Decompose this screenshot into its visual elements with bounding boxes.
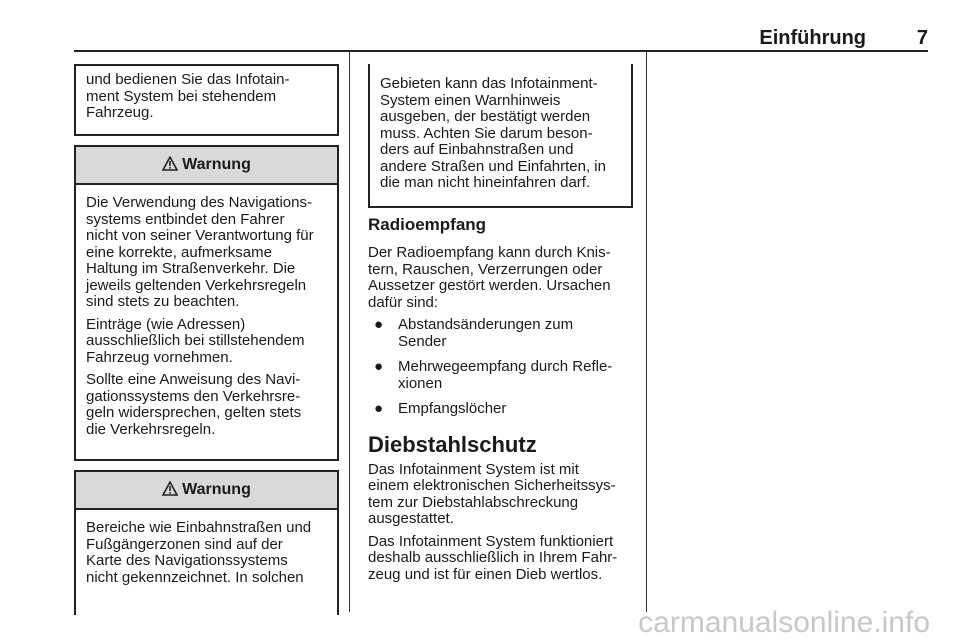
warning1-paragraph-3: Sollte eine Anweisung des Navi- gationssystems den Verkehrsre- geln widersprechen, gelten stets die Verkehrsregeln. bbox=[86, 371, 302, 438]
bullet-icon: ● bbox=[374, 358, 384, 375]
warning-title-2: Warnung bbox=[182, 481, 251, 498]
radio-cause-list bbox=[368, 317, 636, 418]
list-item bbox=[368, 359, 636, 392]
continuation-box bbox=[368, 64, 633, 208]
radio-heading: Radioempfang bbox=[368, 215, 487, 234]
warning2-paragraph-1: Bereiche wie Einbahnstraßen und Fußgängerzonen sind auf der Karte des Navigationssystems nicht gekennzeichnet. In solchen bbox=[86, 519, 312, 586]
bullet-icon: ● bbox=[374, 316, 384, 333]
theft-paragraph-1: Das Infotainment System ist mit einem elektronischen Sicherheitssys- tem zur Diebstahlabschreckung ausgestattet. bbox=[368, 460, 616, 527]
theft-paragraph-2: Das Infotainment System funktioniert deshalb ausschließlich in Ihrem Fahr- zeug und ist für einen Dieb wertlos. bbox=[368, 532, 618, 583]
warning1-paragraph-2: Einträge (wie Adressen) ausschließlich bei stillstehendem Fahrzeug vornehmen. bbox=[86, 315, 305, 366]
list-item-text: Mehrwegeempfang durch Refle- xionen bbox=[398, 358, 613, 392]
warning-triangle-icon bbox=[162, 474, 178, 510]
warning-box-1 bbox=[74, 145, 339, 461]
page-number: 7 bbox=[916, 27, 928, 49]
warning-header-2 bbox=[76, 472, 337, 510]
warning-triangle-icon bbox=[162, 149, 178, 185]
list-item bbox=[368, 401, 636, 418]
intro-box bbox=[74, 64, 339, 136]
watermark: carmanualsonline.info bbox=[638, 606, 930, 639]
warning1-paragraph-1: Die Verwendung des Navigations- systems entbindet den Fahrer nicht von seiner Verantwortung für eine korrekte, aufmerksame Haltung im Straßenverkehr. Die jeweils geltenden Verkehrsregeln sind stets zu beachten. bbox=[86, 194, 314, 310]
column-divider-1 bbox=[349, 52, 350, 612]
warning-title-1: Warnung bbox=[182, 156, 251, 173]
continuation-text: Gebieten kann das Infotainment- System einen Warnhinweis ausgeben, der bestätigt werden muss. Achten Sie darum beson- ders auf Einbahnstraßen und andere Straßen und Einfahrten, in die man nicht hineinfahren darf. bbox=[380, 75, 606, 191]
theft-heading: Diebstahlschutz bbox=[368, 431, 537, 457]
page-title: Einführung bbox=[759, 27, 866, 49]
main-text-column bbox=[368, 215, 636, 583]
warning-header-1 bbox=[76, 147, 337, 185]
bullet-icon: ● bbox=[374, 400, 384, 417]
list-item bbox=[368, 317, 636, 350]
list-item-text: Empfangslöcher bbox=[398, 400, 507, 417]
column-divider-2 bbox=[646, 52, 647, 612]
list-item-text: Abstandsänderungen zum Sender bbox=[398, 316, 574, 350]
radio-text: Der Radioempfang kann durch Knis- tern, Rauschen, Verzerrungen oder Aussetzer gestört werden. Ursachen dafür sind: bbox=[368, 244, 611, 311]
warning-box-2 bbox=[74, 470, 339, 615]
intro-text: und bedienen Sie das Infotain- ment System bei stehendem Fahrzeug. bbox=[86, 71, 290, 121]
page-header bbox=[74, 22, 928, 52]
